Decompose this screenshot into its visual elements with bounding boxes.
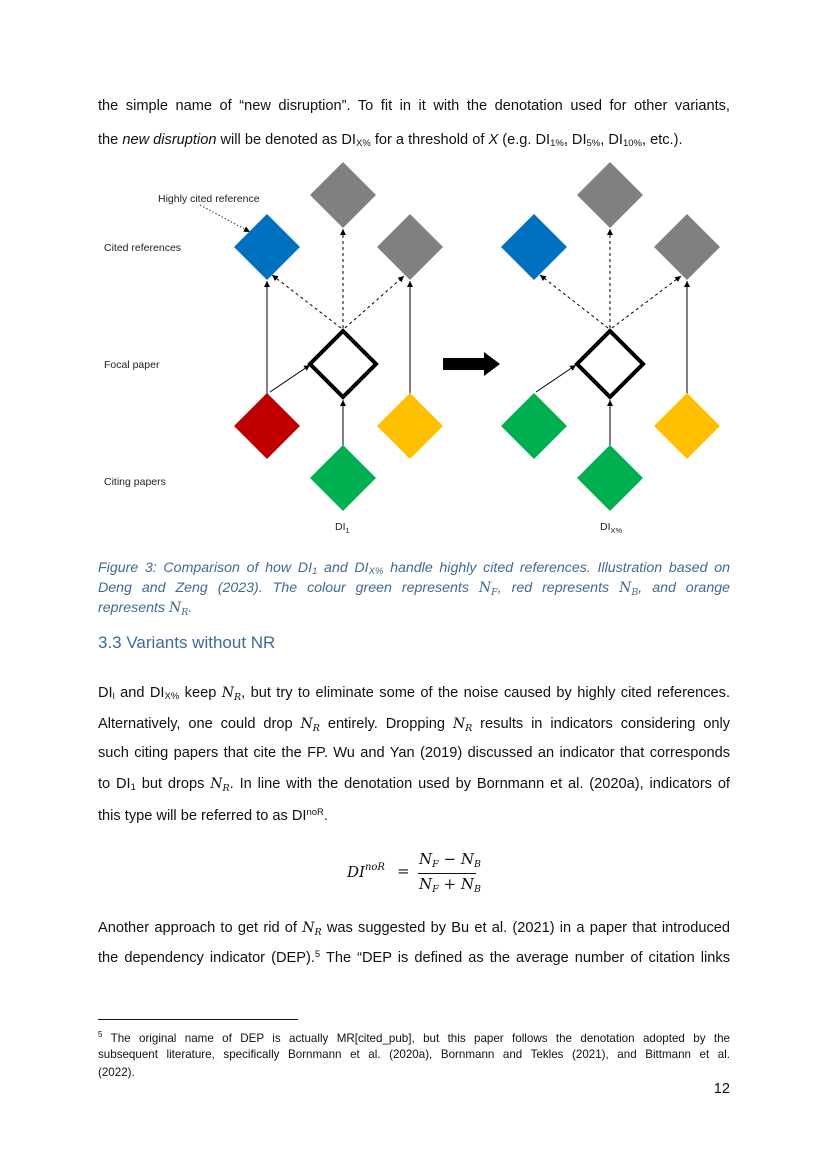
text-italic: new disruption xyxy=(122,132,217,148)
eq-sub: B xyxy=(473,884,481,895)
text-italic: X xyxy=(488,132,499,148)
math-sub: F xyxy=(491,587,498,598)
para2-line4 xyxy=(98,776,730,794)
label-text: DI xyxy=(600,521,611,533)
text: . xyxy=(323,808,328,824)
eq-lhs-sup: noR xyxy=(364,862,385,873)
text: this type will be referred to as DI xyxy=(98,808,307,824)
text: . In line with the denotation used by Bornmann et al. (2020a), indicators of xyxy=(229,776,730,792)
row-label-cited: Cited references xyxy=(104,242,182,254)
subscript: X% xyxy=(356,138,371,149)
row-label-focal: Focal paper xyxy=(104,359,160,371)
text: to DI xyxy=(98,776,131,792)
citing-node-orange xyxy=(377,393,443,459)
math-var: N xyxy=(619,580,632,596)
text: The original name of DEP is actually MR[cited_pub], but this paper follows the denotation adopted by the xyxy=(102,1032,730,1045)
text: handle highly cited references. Illustration based on xyxy=(383,560,730,576)
cited-node-top xyxy=(577,162,643,228)
math-sub: R xyxy=(222,783,230,794)
subscript: 1% xyxy=(550,138,564,149)
text: keep xyxy=(179,685,222,701)
cited-node-blue xyxy=(234,214,300,280)
math-var: N xyxy=(452,716,466,732)
para1-line1: the simple name of “new disruption”. To fit in it with the denotation used for other variants, xyxy=(98,98,730,114)
subscript: X% xyxy=(368,566,384,577)
eq-var: N xyxy=(460,875,474,893)
para2-line5 xyxy=(98,807,730,824)
subscript: l xyxy=(112,691,115,702)
eq-denominator xyxy=(419,875,481,895)
subscript: X% xyxy=(164,691,180,702)
cited-node-gray xyxy=(654,214,720,280)
text: , etc.). xyxy=(641,132,683,148)
figure-diagram xyxy=(0,150,827,550)
footnote-number: 5 xyxy=(98,1030,103,1039)
label-di1 xyxy=(335,521,350,535)
text: entirely. Dropping xyxy=(319,716,453,732)
eq-var: N xyxy=(419,850,433,868)
caption-line2 xyxy=(98,580,730,598)
citing-node-green xyxy=(577,445,643,511)
text: , red represents xyxy=(497,580,620,596)
arrow-red-to-focal xyxy=(270,365,310,392)
subscript: 5% xyxy=(586,138,601,149)
citing-node-green xyxy=(310,445,376,511)
footnote-separator xyxy=(98,1019,298,1020)
row-label-citing: Citing papers xyxy=(104,476,166,488)
arrow-green-to-focal xyxy=(536,365,576,392)
text: and DI xyxy=(317,560,369,576)
eq-var: N xyxy=(460,850,474,868)
text: (e.g. DI xyxy=(498,132,551,148)
label-sub: 1 xyxy=(345,526,350,535)
text: and DI xyxy=(114,685,165,701)
eq-fraction-bar xyxy=(418,873,476,874)
para2-line1 xyxy=(98,685,730,703)
cited-node-top xyxy=(310,162,376,228)
math-var: N xyxy=(168,600,182,616)
text: represents xyxy=(98,600,169,616)
text: for a threshold of xyxy=(370,132,489,148)
superscript: 5 xyxy=(314,949,321,960)
para2-line3: such citing papers that cite the FP. Wu and Yan (2019) discussed an indicator that corresponds xyxy=(98,745,730,761)
text: , DI xyxy=(563,132,587,148)
page-number: 12 xyxy=(713,1081,730,1097)
section-heading: 3.3 Variants without NR xyxy=(98,633,276,652)
para3-line1 xyxy=(98,920,730,938)
label-text: DI xyxy=(335,521,346,533)
eq-sub: F xyxy=(432,884,439,895)
eq-op: − xyxy=(443,850,457,868)
math-var: N xyxy=(478,580,492,596)
arrow-focal-to-gray xyxy=(612,276,681,328)
text: the xyxy=(98,132,123,148)
focal-node xyxy=(310,331,376,397)
citing-node-red xyxy=(234,393,300,459)
math-sub: R xyxy=(465,723,473,734)
text: Figure 3: Comparison of how DI xyxy=(98,560,313,576)
eq-sub: B xyxy=(473,859,481,870)
caption-line3 xyxy=(98,600,730,618)
citing-node-orange xyxy=(654,393,720,459)
para2-line2 xyxy=(98,716,730,734)
cited-node-gray xyxy=(377,214,443,280)
text: Another approach to get rid of xyxy=(98,920,303,936)
arrow-focal-to-blue xyxy=(272,275,341,328)
label-sub: X% xyxy=(610,526,623,535)
footnote-line1 xyxy=(98,1030,730,1045)
footnote-line2: subsequent literature, specifically Bornmann et al. (2020a), Bornmann and Tekles (2021), and Bittmann et al. xyxy=(98,1048,730,1061)
text: , but try to eliminate some of the noise caused by highly cited references. xyxy=(241,685,731,701)
eq-op: + xyxy=(443,875,457,893)
para1-line2 xyxy=(98,132,730,149)
math-var: N xyxy=(210,776,223,792)
diagram-right xyxy=(501,162,720,535)
eq-equals: = xyxy=(397,862,410,880)
text: , and orange xyxy=(638,580,730,596)
math-var: N xyxy=(302,920,315,936)
diagram-left xyxy=(234,162,443,535)
math-sub: R xyxy=(312,723,320,734)
text: but drops xyxy=(135,776,211,792)
math-var: N xyxy=(221,685,234,701)
text: DI xyxy=(98,685,113,701)
math-sub: R xyxy=(234,692,242,703)
text: will be denoted as DI xyxy=(216,132,356,148)
math-var: N xyxy=(300,716,313,732)
text: . xyxy=(188,600,193,616)
annotation-pointer xyxy=(200,205,250,232)
text: The “DEP is defined as the average number of citation links xyxy=(320,950,731,966)
superscript: noR xyxy=(306,807,324,818)
subscript: 1 xyxy=(312,566,318,577)
math-sub: R xyxy=(314,927,322,938)
text: results in indicators considering only xyxy=(472,716,731,732)
eq-lhs xyxy=(347,862,385,881)
text: Alternatively, one could drop xyxy=(98,716,301,732)
eq-numerator xyxy=(419,850,481,870)
math-sub: R xyxy=(181,607,189,618)
citing-node-green-left xyxy=(501,393,567,459)
eq-var: N xyxy=(419,875,433,893)
subscript: 10% xyxy=(622,138,642,149)
text: the dependency indicator (DEP). xyxy=(98,950,315,966)
arrow-focal-to-blue xyxy=(540,275,608,328)
eq-lhs-base: DI xyxy=(347,863,365,881)
math-sub: B xyxy=(631,587,639,598)
arrow-focal-to-gray xyxy=(345,276,404,328)
cited-node-blue xyxy=(501,214,567,280)
footnote-line3: (2022). xyxy=(98,1066,135,1079)
focal-node xyxy=(577,331,643,397)
text: was suggested by Bu et al. (2021) in a paper that introduced xyxy=(321,920,730,936)
para3-line2 xyxy=(98,949,730,966)
transition-arrow xyxy=(443,352,500,376)
text: , DI xyxy=(600,132,623,148)
subscript: 1 xyxy=(130,782,136,793)
eq-sub: F xyxy=(432,859,439,870)
label-dix xyxy=(600,521,623,535)
annotation-label: Highly cited reference xyxy=(158,193,260,205)
text: Deng and Zeng (2023). The colour green represents xyxy=(98,580,479,596)
caption-line1 xyxy=(98,560,730,577)
